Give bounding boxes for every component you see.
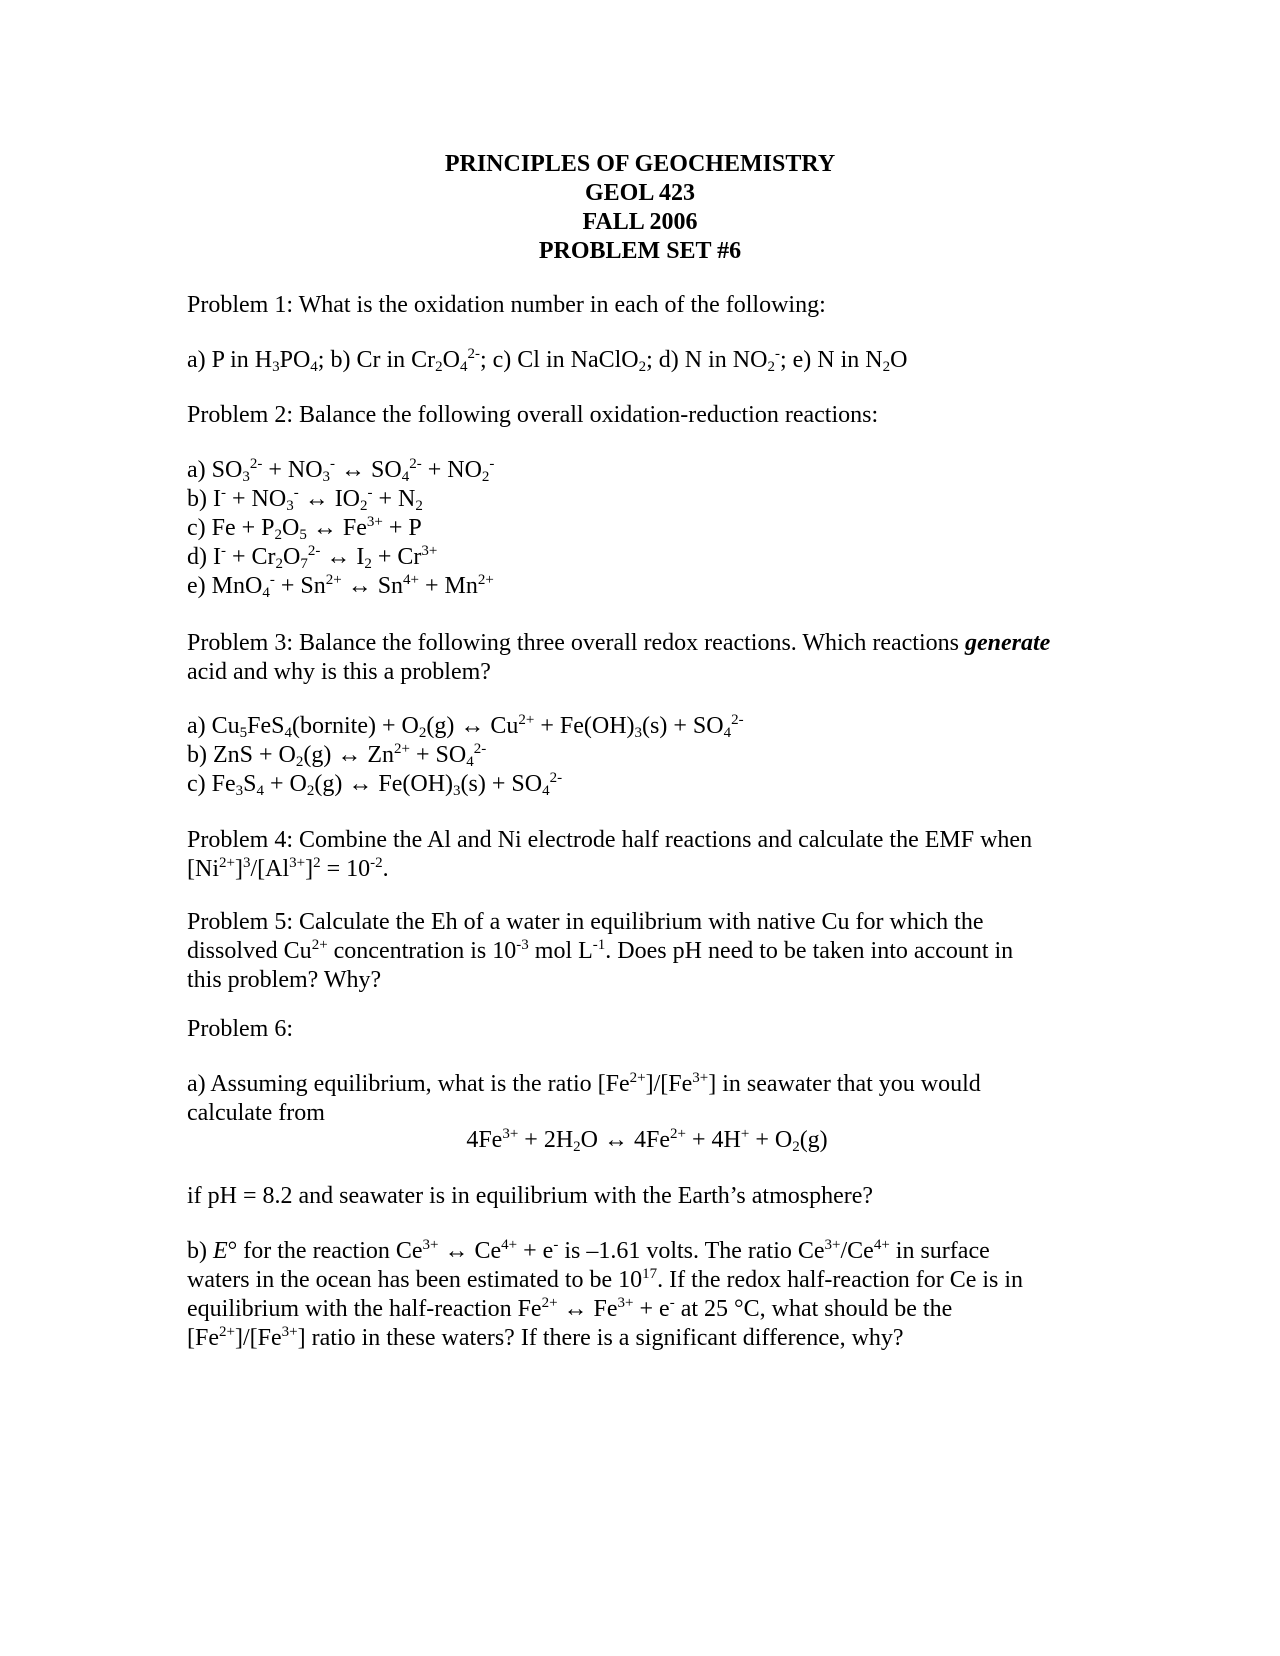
- reaction-line: d) $I^- + Cr_2O_7^{2-}$ ↔ $I_2 + Cr^{3+}$: [187, 543, 438, 572]
- problem-1-items: a) P in $H_3PO_4$; b) Cr in $Cr_2O_4^{2-}$; c) Cl in NaClO$_2$; d) N in $NO_2^-$; e) N in $N_2O$: [187, 346, 908, 375]
- course-code: GEOL 423: [584, 180, 696, 206]
- document-header: [0, 150, 1280, 266]
- reaction-line: e) $MnO_4^- + Sn^{2+}$ ↔ $Sn^{4+} + Mn^{2+}$: [187, 572, 494, 601]
- problem-2-reactions: [187, 456, 1107, 601]
- problem-6a-condition: if pH = 8.2 and seawater is in equilibrium with the Earth’s atmosphere?: [187, 1183, 874, 1209]
- reaction-line: a) $Cu_5FeS_4(bornite) + O_2(g)$ ↔ $Cu^{2+} + Fe(OH)_3(s) + SO_4^{2-}$: [187, 712, 744, 741]
- reaction-line: c) $Fe_3S_4 + O_2(g)$ ↔ $Fe(OH)_3(s) + SO_4^{2-}$: [187, 770, 563, 799]
- term: FALL 2006: [582, 209, 698, 235]
- problem-6-label: Problem 6:: [187, 1016, 293, 1042]
- problem-4: Problem 4: Combine the Al and Ni electrode half reactions and calculate the EMF when $[Ni^{2+}]^3/[Al^{3+}]^2 = 10^{-2}$.: [187, 827, 1033, 882]
- problem-2-prompt: Problem 2: Balance the following overall oxidation-reduction reactions:: [187, 402, 879, 428]
- problem-set-title: PROBLEM SET #6: [538, 238, 742, 264]
- problem-3-reactions: [187, 712, 1107, 799]
- emphasis-generate: generate: [964, 630, 1051, 656]
- reaction-line: b) $I^- + NO_3^-$ ↔ $IO_2^- + N_2$: [187, 485, 423, 514]
- reaction-line: b) ZnS + $O_2(g)$ ↔ $Zn^{2+} + SO_4^{2-}$: [187, 741, 487, 770]
- problem-5: Problem 5: Calculate the Eh of a water in equilibrium with native Cu for which the dissolved $Cu^{2+}$ concentration is $10^{-3}$ mol $L^{-1}$. Does pH need to be taken into account in this problem? Why?: [187, 909, 1014, 993]
- reaction-line: c) $Fe + P_2O_5$ ↔ $Fe^{3+} + P$: [187, 514, 422, 543]
- reaction-line: a) $SO_3^{2-} + NO_3^-$ ↔ $SO_4^{2-} + NO_2^-$: [187, 456, 495, 485]
- problem-1-prompt: Problem 1: What is the oxidation number in each of the following:: [187, 292, 826, 318]
- equilibrium-equation: $4Fe^{3+} + 2H_2O$ ↔ $4Fe^{2+} + 4H^+ + O_2(g)$: [466, 1126, 828, 1155]
- problem-6a: a) Assuming equilibrium, what is the ratio $[Fe^{2+}]/[Fe^{3+}]$ in seawater that you would calculate from $4Fe^{3+} + 2H_2O$ ↔ $4Fe^{2+} + 4H^+ + O_2(g)$: [187, 1070, 1107, 1155]
- problem-6b: b) E° for the reaction $Ce^{3+}$ ↔ $Ce^{4+} + e^-$ is –1.61 volts. The ratio $Ce^{3+}/Ce^{4+}$ in surface waters in the ocean has been estimated to be $10^{17}$. If the redox half-reaction for Ce is in equilibrium with the half-reaction $Fe^{2+}$ ↔ $Fe^{3+} + e^-$ at 25 °C, what should be the $[Fe^{2+}]/[Fe^{3+}]$ ratio in these waters? If there is a significant difference, why?: [187, 1237, 1024, 1351]
- course-title: PRINCIPLES OF GEOCHEMISTRY: [444, 151, 836, 177]
- problem-3-prompt: Problem 3: Balance the following three overall redox reactions. Which reactions generate acid and why is this a problem?: [187, 630, 1051, 685]
